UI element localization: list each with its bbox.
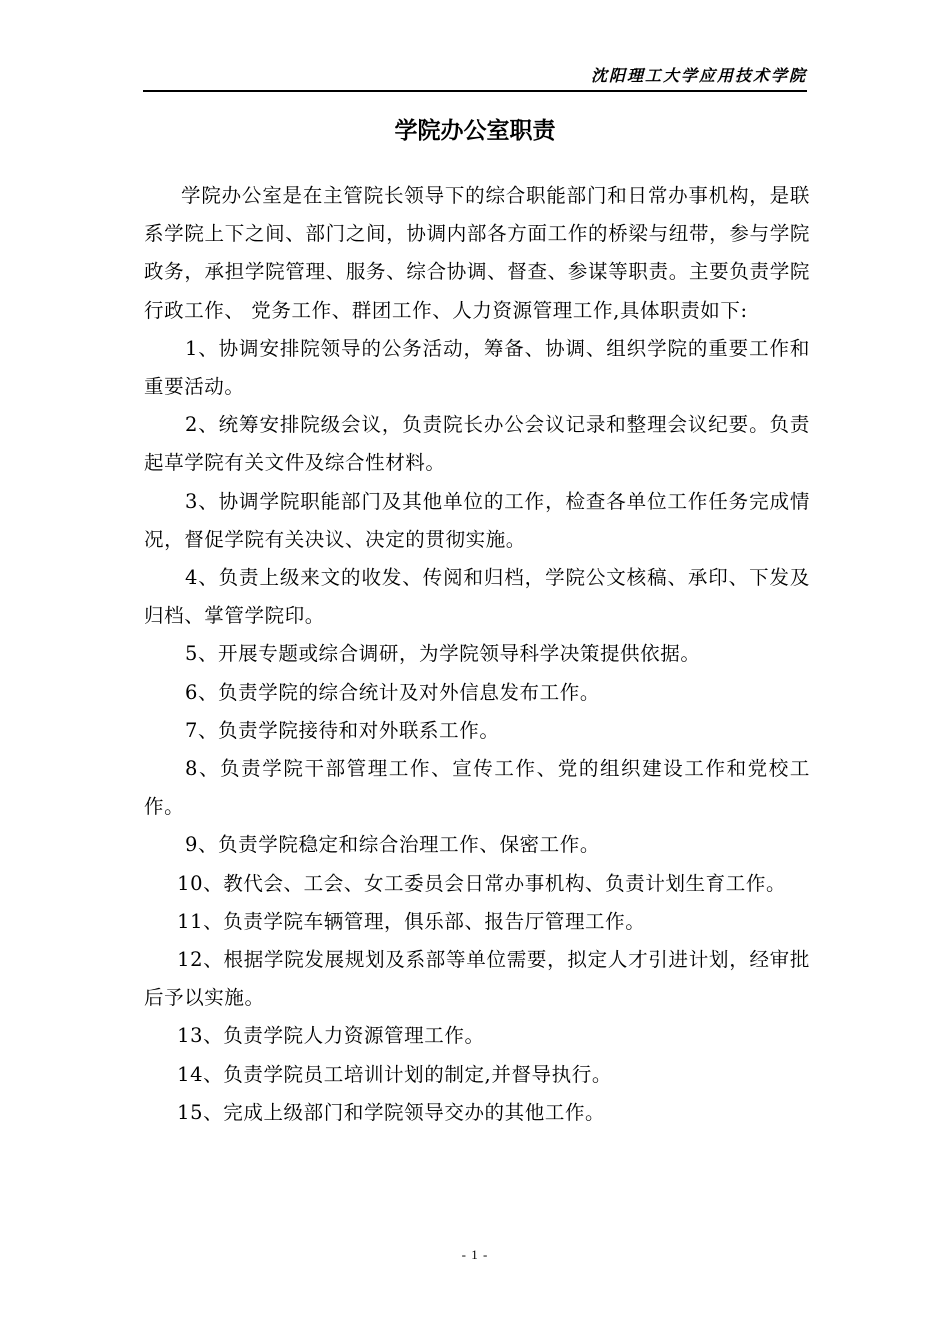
document-body <box>144 177 810 1132</box>
duty-item-6: 6、负责学院的综合统计及对外信息发布工作。 <box>184 680 600 704</box>
duty-item-15: 15、完成上级部门和学院领导交办的其他工作。 <box>177 1100 606 1124</box>
duty-item-5: 5、开展专题或综合调研，为学院领导科学决策提供依据。 <box>184 642 701 666</box>
duty-item-9: 9、负责学院稳定和综合治理工作、保密工作。 <box>184 833 600 857</box>
duty-item-13: 13、负责学院人力资源管理工作。 <box>177 1024 485 1048</box>
duty-item-4: 4、负责上级来文的收发、传阅和归档，学院公文核稿、承印、下发及归档、掌管学院印。 <box>144 566 810 628</box>
duty-item-3: 3、协调学院职能部门及其他单位的工作，检查各单位工作任务完成情况，督促学院有关决议、决定的贯彻实施。 <box>144 489 810 551</box>
duty-item-12: 12、根据学院发展规划及系部等单位需要，拟定人才引进计划，经审批后予以实施。 <box>144 948 810 1010</box>
duty-item-10: 10、教代会、工会、女工委员会日常办事机构、负责计划生育工作。 <box>177 871 787 895</box>
page-header <box>143 62 807 92</box>
duty-item-11: 11、负责学院车辆管理，俱乐部、报告厅管理工作。 <box>177 909 646 933</box>
document-title: 学院办公室职责 <box>394 118 556 144</box>
duty-item-14: 14、负责学院员工培训计划的制定,并督导执行。 <box>177 1062 612 1086</box>
duty-item-8: 8、负责学院干部管理工作、宣传工作、党的组织建设工作和党校工作。 <box>144 757 810 819</box>
duty-item-2: 2、统筹安排院级会议，负责院长办公会议记录和整理会议纪要。负责起草学院有关文件及综合性材料。 <box>144 413 810 475</box>
header-institution-name: 沈阳理工大学应用技术学院 <box>590 66 807 85</box>
intro-paragraph: 学院办公室是在主管院长领导下的综合职能部门和日常办事机构，是联系学院上下之间、部门之间，协调内部各方面工作的桥梁与纽带，参与学院政务，承担学院管理、服务、综合协调、督查、参谋等职责。主要负责学院行政工作、 党务工作、群团工作、人力资源管理工作,具体职责如下: <box>144 184 810 322</box>
page-number: - 1 - <box>461 1247 489 1262</box>
duty-item-7: 7、负责学院接待和对外联系工作。 <box>184 718 500 742</box>
duty-item-1: 1、协调安排院领导的公务活动，筹备、协调、组织学院的重要工作和重要活动。 <box>144 336 810 399</box>
